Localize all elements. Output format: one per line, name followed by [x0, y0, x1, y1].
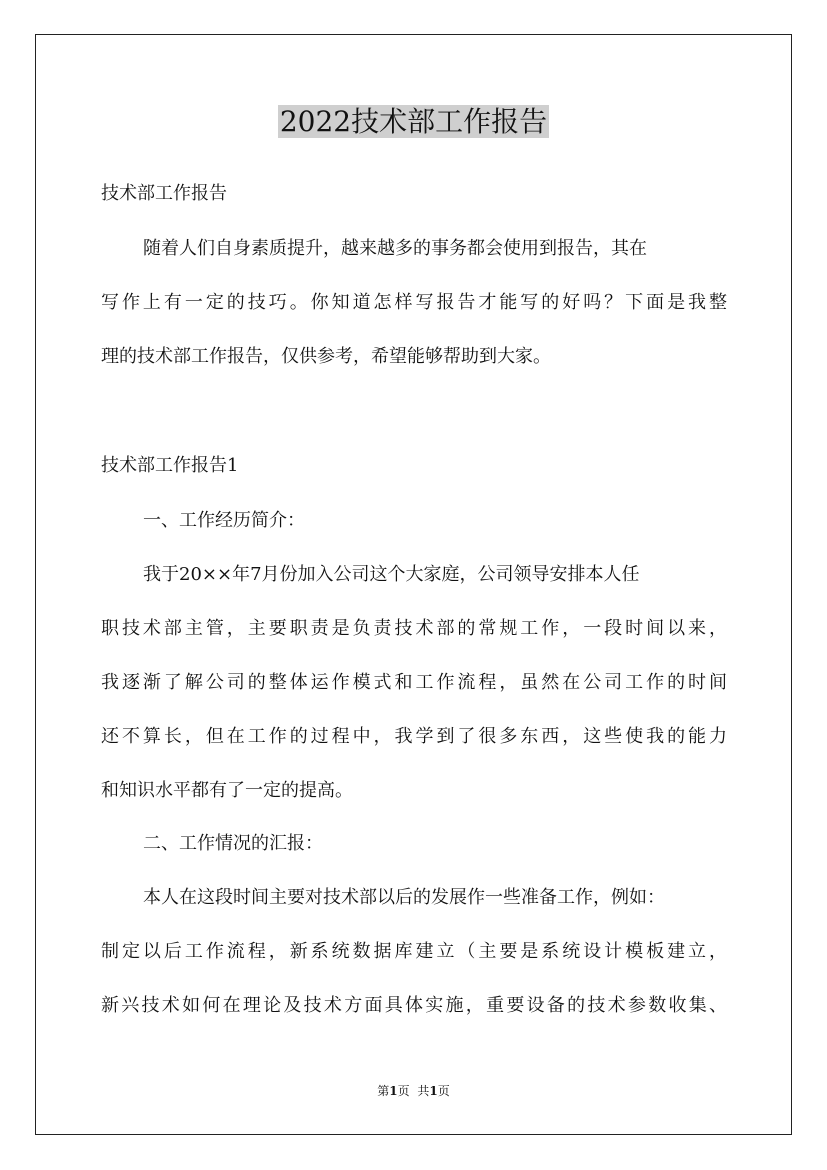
part1-line-4: 还不算长，但在工作的过程中，我学到了很多东西，这些使我的能力	[101, 726, 727, 747]
document-title	[0, 100, 827, 144]
intro-line-3: 理的技术部工作报告，仅供参考，希望能够帮助到大家。	[101, 346, 551, 367]
footer-page-prefix: 第	[377, 1084, 390, 1098]
footer-page-suffix: 页	[397, 1084, 410, 1098]
section-heading: 技术部工作报告1	[101, 455, 239, 476]
part2-line-3: 新兴技术如何在理论及技术方面具体实施，重要设备的技术参数收集、	[101, 995, 727, 1016]
part1-line-3: 我逐渐了解公司的整体运作模式和工作流程，虽然在公司工作的时间	[101, 672, 727, 693]
part1-line-1: 我于20××年7月份加入公司这个大家庭，公司领导安排本人任	[143, 564, 640, 585]
footer-total-suffix: 页	[437, 1084, 450, 1098]
document-subtitle: 技术部工作报告	[101, 183, 227, 204]
document-title-text: 2022技术部工作报告	[279, 105, 548, 138]
part1-heading: 一、工作经历简介：	[143, 510, 305, 531]
footer-total-prefix: 共	[417, 1084, 430, 1098]
intro-line-2: 写作上有一定的技巧。你知道怎样写报告才能写的好吗？下面是我整	[101, 292, 727, 313]
part1-line-2: 职技术部主管，主要职责是负责技术部的常规工作，一段时间以来，	[101, 618, 727, 639]
part2-line-1: 本人在这段时间主要对技术部以后的发展作一些准备工作，例如：	[143, 887, 665, 908]
part2-line-2: 制定以后工作流程，新系统数据库建立（主要是系统设计模板建立，	[101, 941, 727, 962]
part1-line-5: 和知识水平都有了一定的提高。	[101, 780, 353, 801]
footer-total-number: 1	[429, 1084, 438, 1098]
part2-heading: 二、工作情况的汇报：	[143, 833, 323, 854]
page-footer	[0, 1082, 827, 1100]
intro-line-1: 随着人们自身素质提升，越来越多的事务都会使用到报告，其在	[143, 238, 647, 259]
footer-page-number: 1	[389, 1084, 398, 1098]
